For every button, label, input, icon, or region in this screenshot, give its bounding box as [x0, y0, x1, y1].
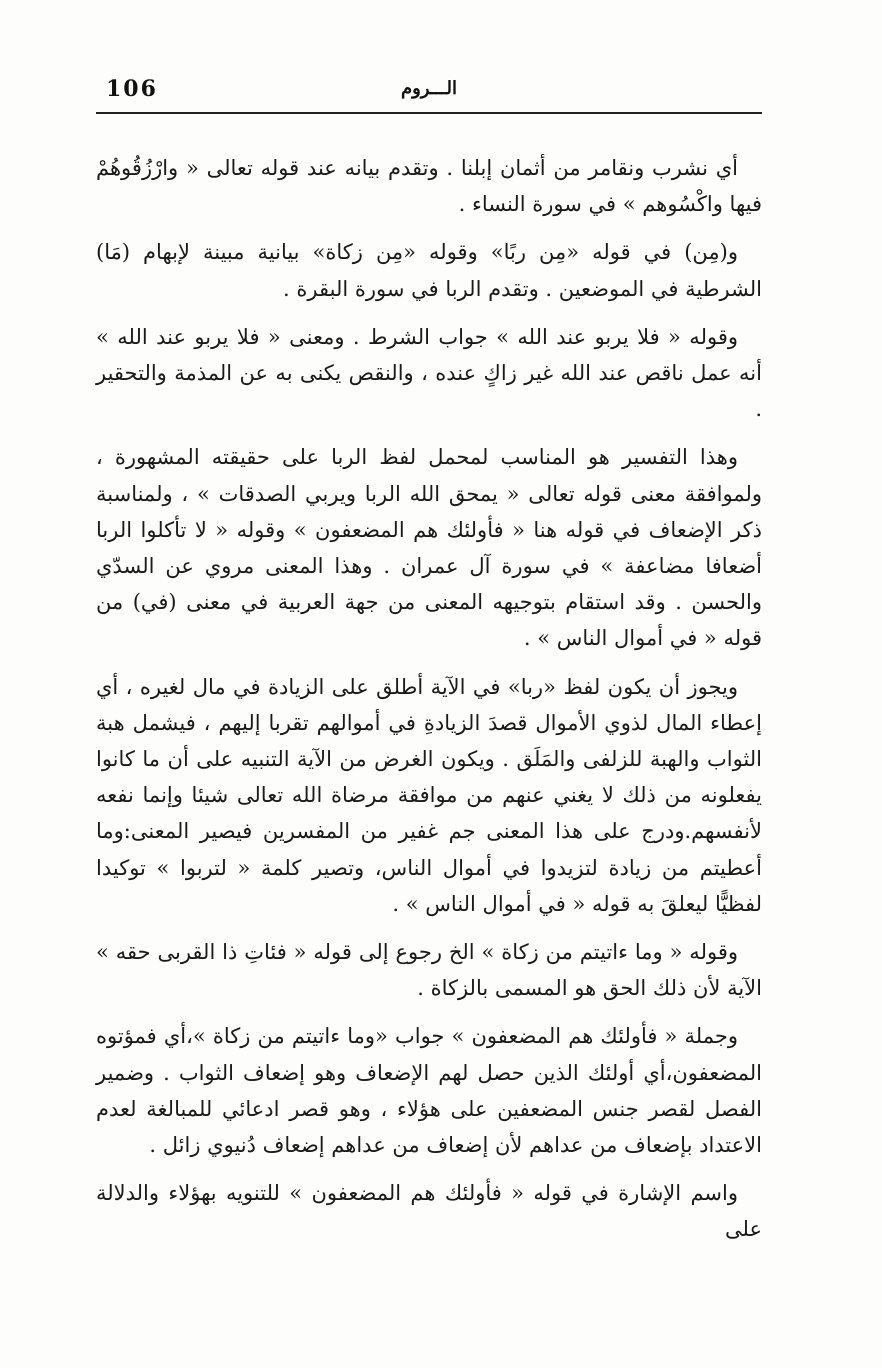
paragraph-6: وقوله « وما ءاتيتم من زكاة » الخ رجوع إلى قوله « فئاتِ ذا القربى حقه » الآية لأن ذلك الحق هو المسمى بالزكاة . — [96, 940, 762, 1001]
page-header — [96, 68, 762, 112]
body-text — [96, 150, 762, 1260]
page-number: 106 — [106, 76, 158, 102]
paragraph-3: وقوله « فلا يربو عند الله » جواب الشرط . ومعنى « فلا يربو عند الله » أنه عمل ناقص عند الله غير زاكٍ عنده ، والنقص يكنى به عن المذمة والتحقير . — [96, 324, 762, 422]
paragraph-8: واسم الإشارة في قوله « فأولئك هم المضعفون » للتنويه بهؤلاء والدلالة على — [96, 1181, 762, 1242]
running-title: الـــروم — [400, 78, 458, 99]
header-rule — [96, 112, 762, 114]
paragraph-7: وجملة « فأولئك هم المضعفون » جواب «وما ءاتيتم من زكاة »،أي فمؤتوه المضعفون،أي أولئك الذين حصل لهم الإضعاف وهو إضعاف الثواب . وضمير الفصل لقصر جنس المضعفين على هؤلاء ، وهو قصر ادعائي للمبالغة لعدم الاعتداد بإضعاف من عداهم لأن إضعاف من عداهم إضعاف دُنيوي زائل . — [96, 1024, 762, 1158]
paragraph-2: و(مِن) في قوله «مِن ربًا» وقوله «مِن زكاة» بيانية مبينة لإبهام (مَا) الشرطية في الموضعين . وتقدم الربا في سورة البقرة . — [96, 240, 762, 301]
paragraph-5: ويجوز أن يكون لفظ «ربا» في الآية أطلق على الزيادة في مال لغيره ، أي إعطاء المال لذوي الأموال قصدَ الزيادةِ في أموالهم تقربا إليهم ، فيشمل هبة الثواب والهبة للزلفى والمَلَق . ويكون الغرض من الآية التنبيه على أن ما كانوا يفعلونه من ذلك لا يغني عنهم من موافقة مرضاة الله تعالى شيئا وإنما نفعه لأنفسهم.ودرج على هذا المعنى جم غفير من المفسرين فيصير المعنى:وما أعطيتم من زيادة لتزيدوا في أموال الناس، وتصير كلمة « لتربوا » توكيدا لفظيًّا ليعلقَ به قوله « في أموال الناس » . — [96, 674, 762, 916]
paragraph-1: أي نشرب ونقامر من أثمان إبلنا . وتقدم بيانه عند قوله تعالى « وارْزُقُوهُمْ فيها واكْسُوهم » في سورة النساء . — [96, 156, 762, 217]
paragraph-4: وهذا التفسير هو المناسب لمحمل لفظ الربا على حقيقته المشهورة ، ولموافقة معنى قوله تعالى « يمحق الله الربا ويربي الصدقات » ، ولمناسبة ذكر الإضعاف في قوله هنا « فأولئك هم المضعفون » وقوله « لا تأكلوا الربا أضعافا مضاعفة » في سورة آل عمران . وهذا المعنى مروي عن السدّي والحسن . وقد استقام بتوجيهه المعنى من جهة العربية في معنى (في) من قوله « في أموال الناس » . — [96, 445, 762, 651]
